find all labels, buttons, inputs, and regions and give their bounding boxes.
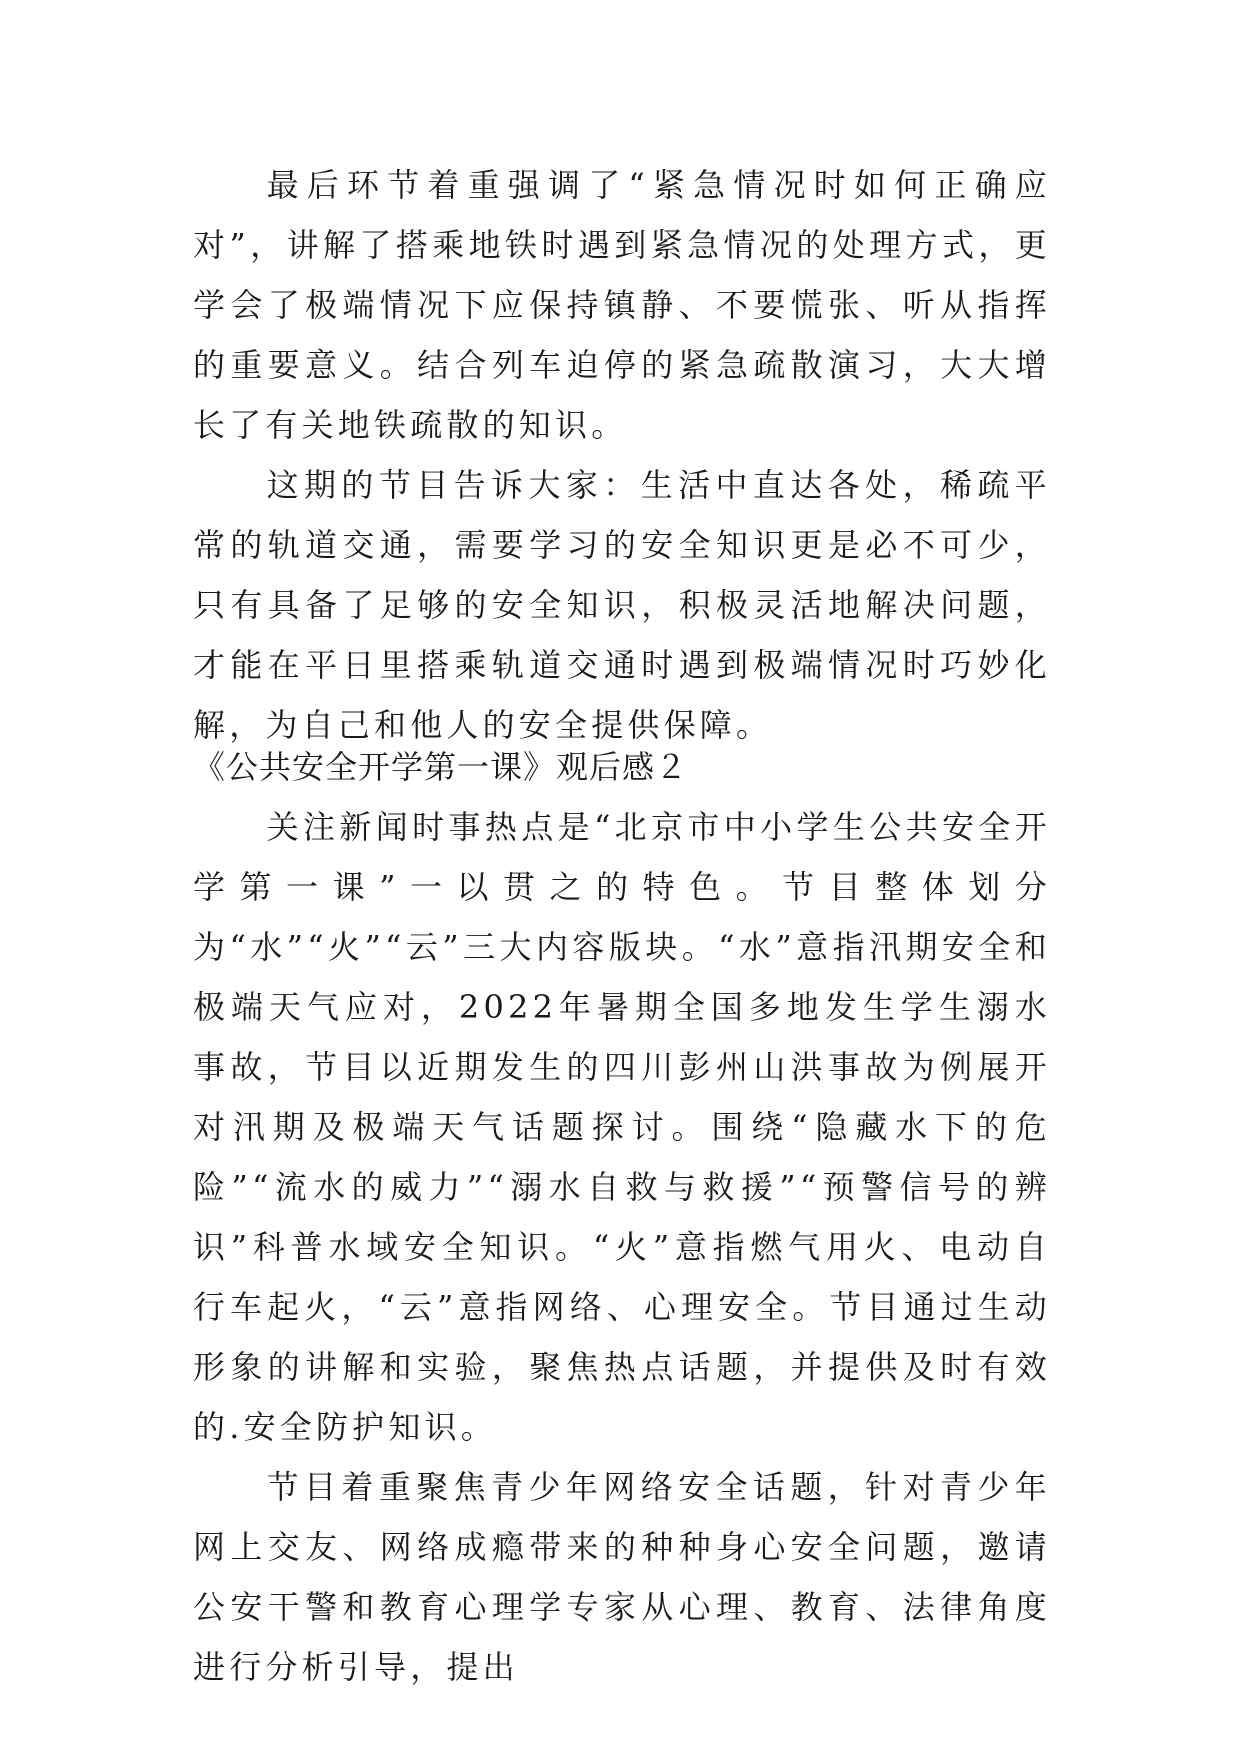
paragraph-program-summary: 这期的节目告诉大家：生活中直达各处，稀疏平常的轨道交通，需要学习的安全知识更是必不可少，只有具备了足够的安全知识，积极灵活地解决问题，才能在平日里搭乘轨道交通时遇到极端情况时巧妙化解，为自己和他人的安全提供保障。 <box>193 466 1051 744</box>
paragraph-news-hotspots: 关注新闻时事热点是“北京市中小学生公共安全开学第一课”一以贯之的特色。节目整体划分为“水”“火”“云”三大内容版块。“水”意指汛期安全和极端天气应对，2022年暑期全国多地发生学生溺水事故，节目以近期发生的四川彭州山洪事故为例展开对汛期及极端天气话题探讨。围绕“隐藏水下的危险”“流水的威力”“溺水自救与救援”“预警信号的辨识”科普水域安全知识。“火”意指燃气用火、电动自行车起火，“云”意指网络、心理安全。节目通过生动形象的讲解和实验，聚焦热点话题，并提供及时有效的.安全防护知识。 <box>193 808 1051 1446</box>
text-block-bottom <box>193 737 1051 1697</box>
section-title: 《公共安全开学第一课》观后感２ <box>193 748 689 786</box>
paragraph-emergency-response: 最后环节着重强调了“紧急情况时如何正确应对”，讲解了搭乘地铁时遇到紧急情况的处理方式，更学会了极端情况下应保持镇静、不要慌张、听从指挥的重要意义。结合列车迫停的紧急疏散演习，大大增长了有关地铁疏散的知识。 <box>193 166 1051 444</box>
text-block-top <box>193 155 1051 755</box>
paragraph-network-safety: 节目着重聚焦青少年网络安全话题，针对青少年网上交友、网络成瘾带来的种种身心安全问题，邀请公安干警和教育心理学专家从心理、教育、法律角度进行分析引导，提出 <box>193 1468 1051 1686</box>
